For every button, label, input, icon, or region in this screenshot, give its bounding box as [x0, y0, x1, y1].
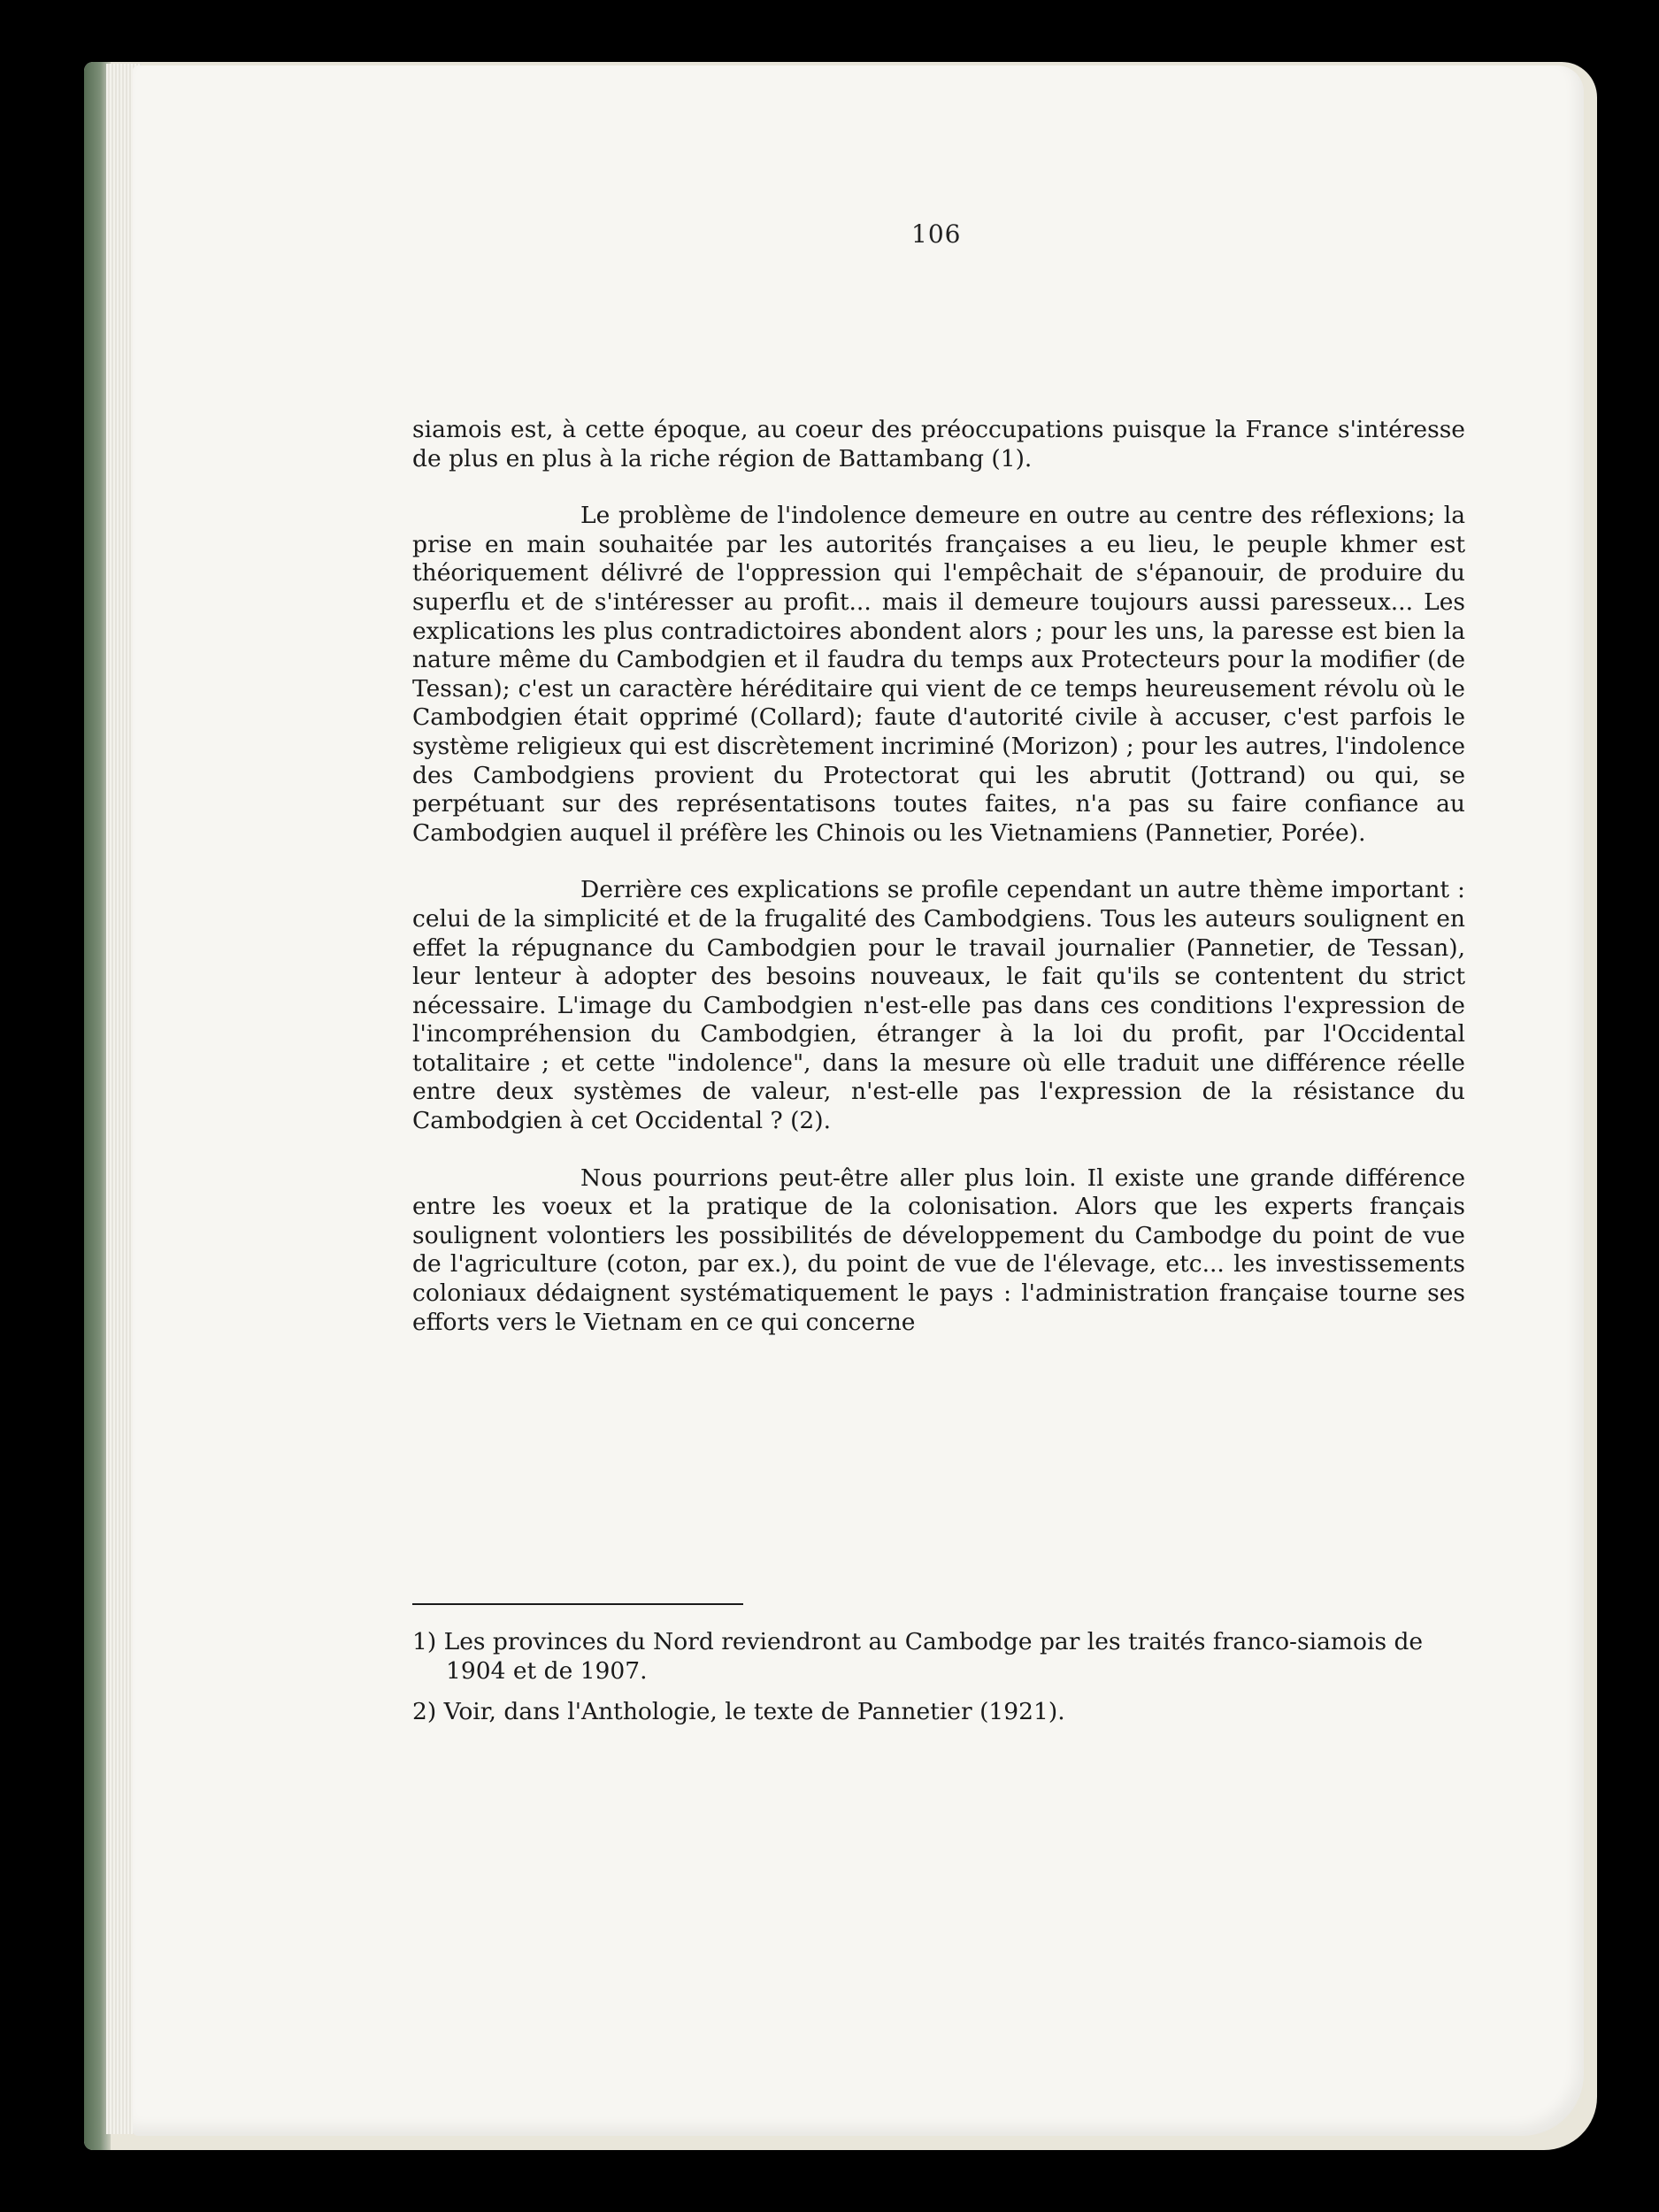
- paragraph: Nous pourrions peut-être aller plus loin. Il existe une grande différence entre les voeux et la pratique de la colonisation. Alors que les experts français soulignent volontiers les possibilités de développement du Cambodge du point de vue de l'agriculture (coton, par ex.), du point de vue de l'élevage, etc... les investissements coloniaux dédaignent systématiquement le pays : l'administration française tourne ses efforts vers le Vietnam en ce qui concerne: [412, 1164, 1465, 1336]
- paragraph: siamois est, à cette époque, au coeur des préoccupations puisque la France s'intéresse de plus en plus à la riche région de Battambang (1).: [412, 416, 1465, 472]
- paragraph: Derrière ces explications se profile cependant un autre thème important : celui de la simplicité et de la frugalité des Cambodgiens. Tous les auteurs soulignent en effet la répugnance du Cambodgien pour le travail journalier (Pannetier, de Tessan), leur lenteur à adopter des besoins nouveaux, le fait qu'ils se contentent du strict nécessaire. L'image du Cambodgien n'est-elle pas dans ces conditions l'expression de l'incompréhension du Cambodgien, étranger à la loi du profit, par l'Occidental totalitaire ; et cette "indolence", dans la mesure où elle traduit une différence réelle entre deux systèmes de valeur, n'est-elle pas l'expression de la résistance du Cambodgien à cet Occidental ? (2).: [412, 876, 1465, 1135]
- paragraph: Le problème de l'indolence demeure en outre au centre des réflexions; la prise en main souhaitée par les autorités françaises a eu lieu, le peuple khmer est théoriquement délivré de l'oppression qui l'empêchait de s'épanouir, de produire du superflu et de s'intéresser au profit... mais il demeure toujours aussi paresseux... Les explications les plus contradictoires abondent alors ; pour les uns, la paresse est bien la nature même du Cambodgien et il faudra du temps aux Protecteurs pour la modifier (de Tessan); c'est un caractère héréditaire qui vient de ce temps heureusement révolu où le Cambodgien était opprimé (Collard); faute d'autorité civile à accuser, c'est parfois le système religieux qui est discrètement incriminé (Morizon) ; pour les autres, l'indolence des Cambodgiens provient du Protectorat qui les abrutit (Jottrand) ou qui, se perpétuant sur des représentatisons toutes faites, n'a pas su faire confiance au Cambodgien auquel il préfère les Chinois ou les Vietnamiens (Pannetier, Porée).: [412, 502, 1465, 847]
- footnotes: [412, 1628, 1465, 1727]
- footnote: 1) Les provinces du Nord reviendront au Cambodge par les traités franco-siamois de 1904 et de 1907.: [412, 1628, 1424, 1685]
- page-number: 106: [911, 219, 962, 249]
- footnote-separator: [412, 1603, 743, 1605]
- footnote: 2) Voir, dans l'Anthologie, le texte de Pannetier (1921).: [412, 1698, 1065, 1726]
- body-text: [412, 416, 1465, 1337]
